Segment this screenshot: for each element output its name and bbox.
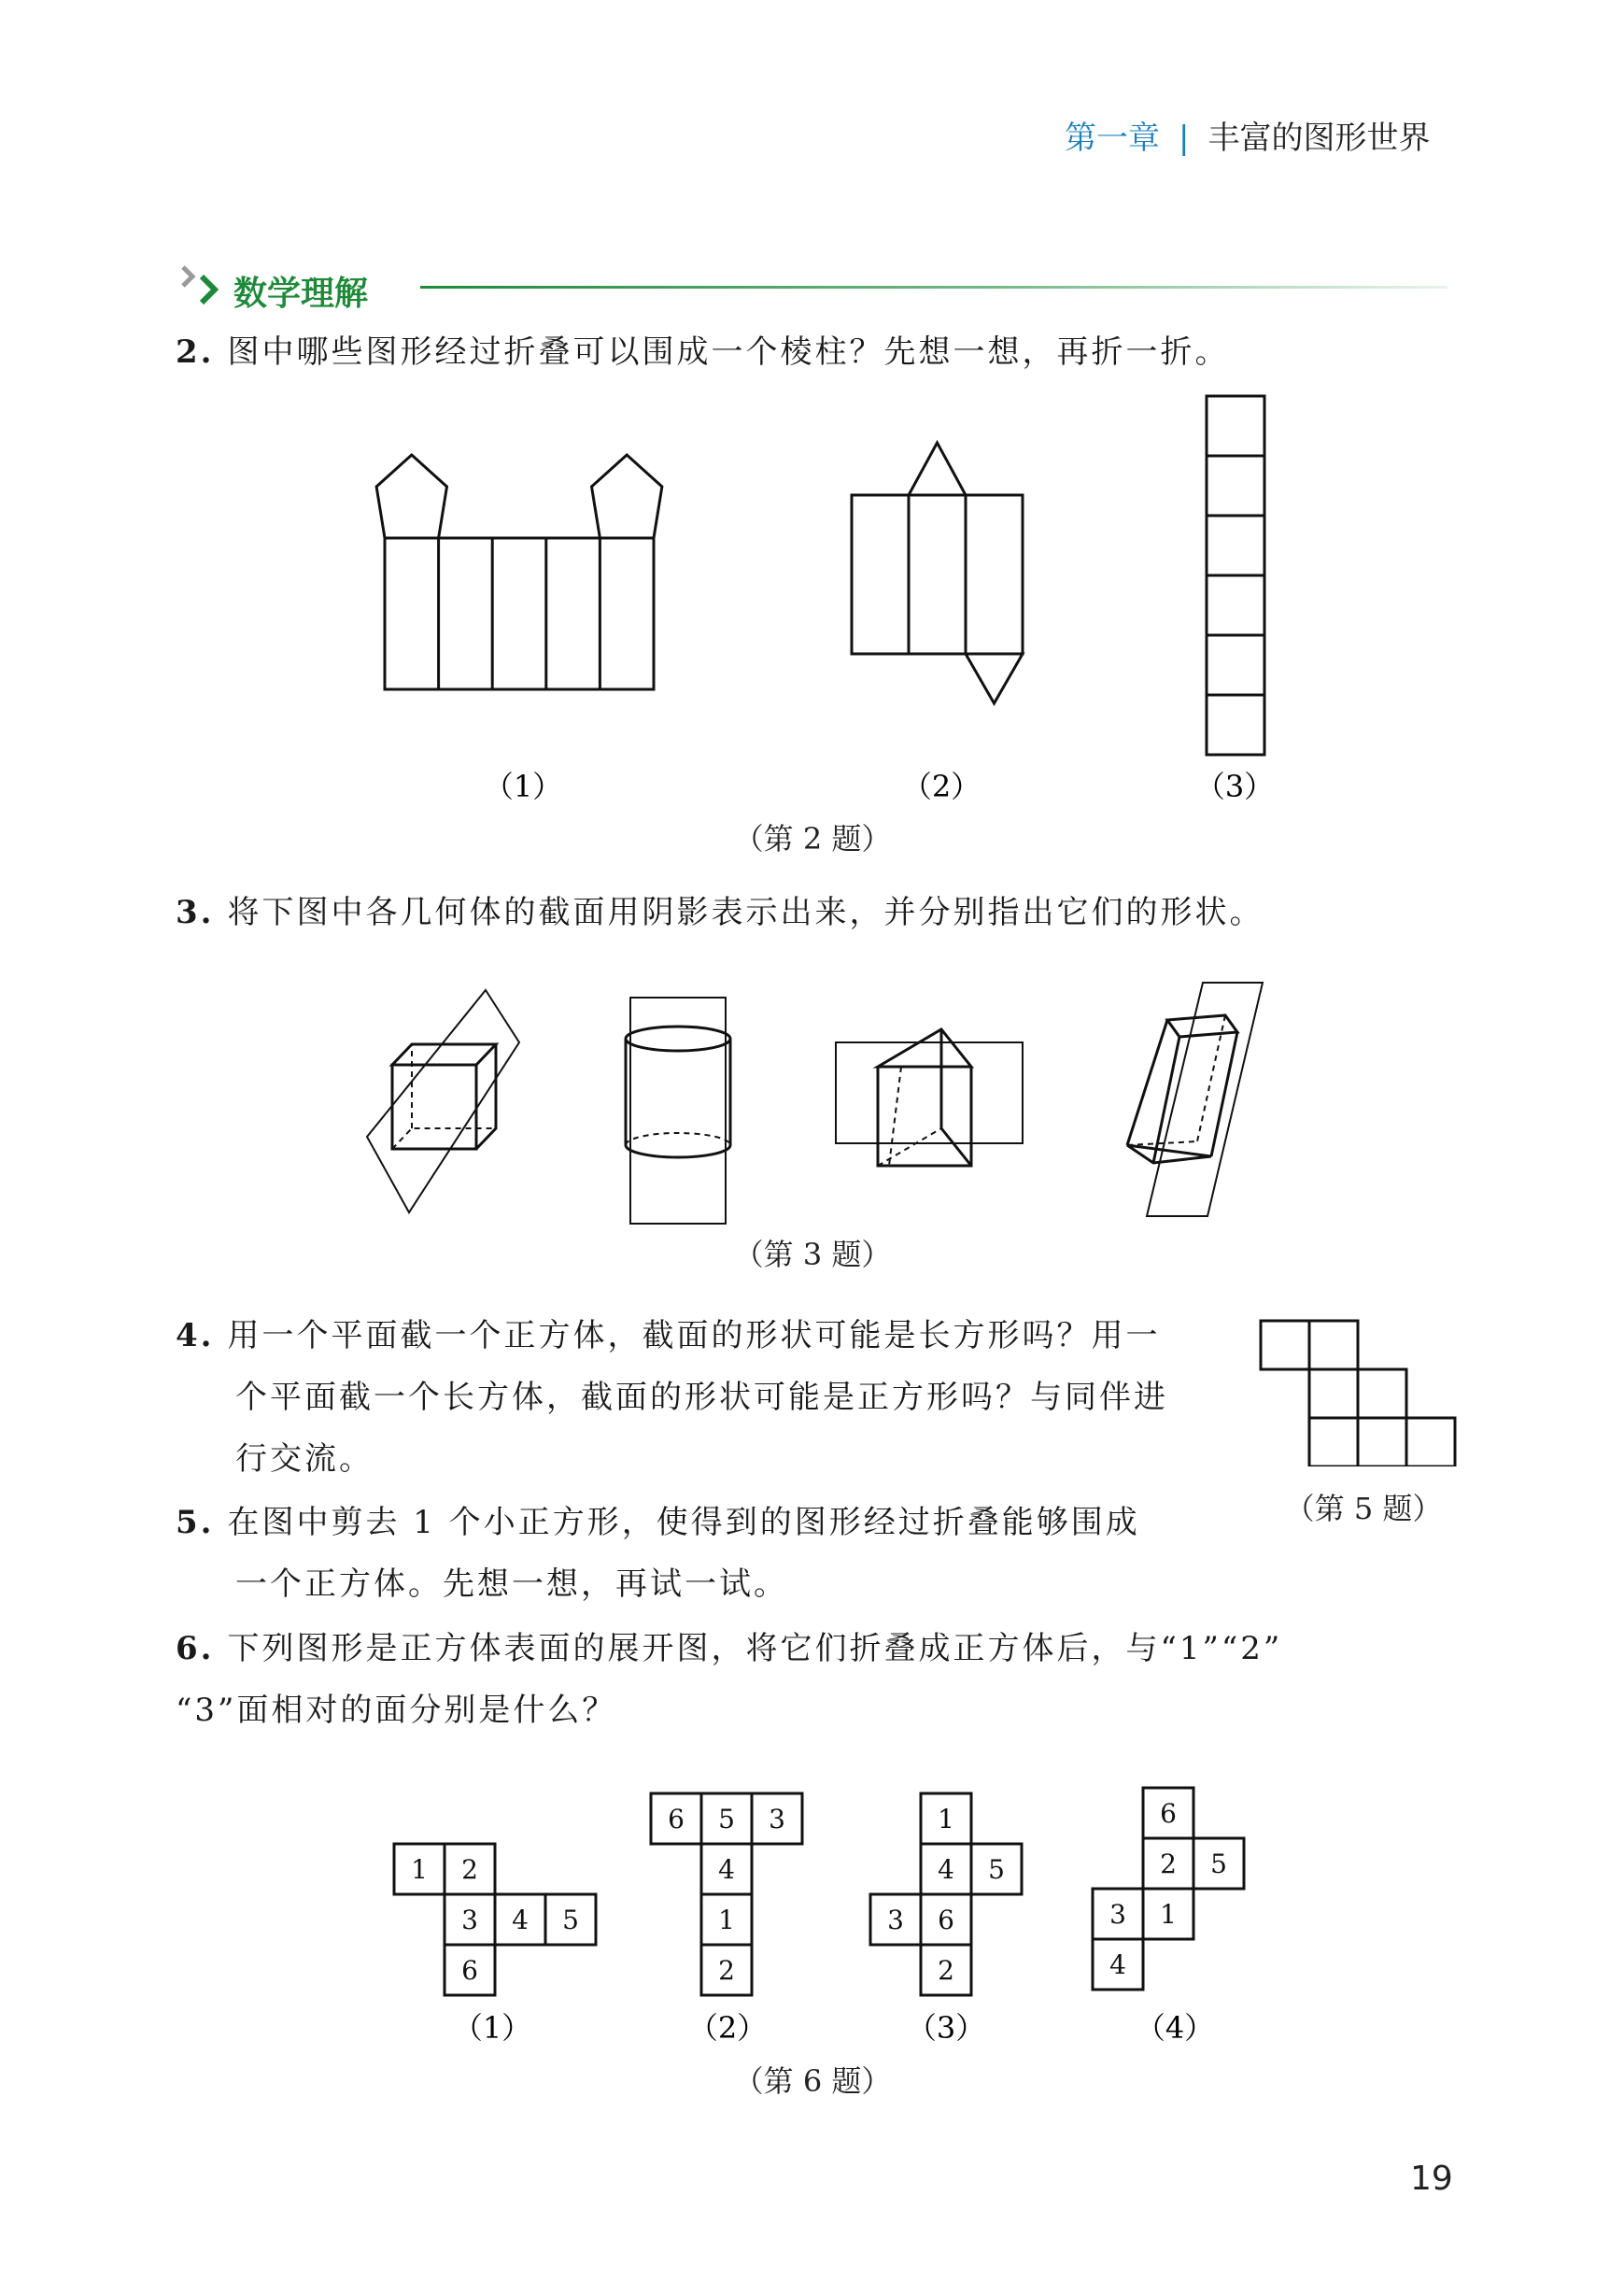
chapter-label: 第一章 [1065, 120, 1160, 157]
net-cell-number: 1 [1160, 1899, 1177, 1930]
net-cell-number: 1 [938, 1804, 954, 1835]
net-cell-number: 2 [1160, 1849, 1177, 1879]
figure-caption-q3: （第 3 题） [733, 1237, 892, 1272]
question-text-line: 行交流。 [235, 1440, 374, 1478]
question-text: 将下图中各几何体的截面用阴影表示出来，并分别指出它们的形状。 [227, 894, 1264, 931]
net-cell-number: 2 [938, 1955, 954, 1986]
chevron-icon [176, 260, 232, 316]
question-text-line: 一个正方体。先想一想，再试一试。 [235, 1565, 788, 1603]
net-cell-number: 6 [938, 1905, 954, 1935]
question-6 [176, 1618, 1282, 1741]
question-text-line: 个平面截一个长方体，截面的形状可能是正方形吗？与同伴进 [235, 1379, 1168, 1416]
net-cell-number: 1 [411, 1854, 428, 1885]
running-header [1065, 112, 1430, 158]
question-text: 图中哪些图形经过折叠可以围成一个棱柱？先想一想，再折一折。 [227, 333, 1230, 371]
figure-caption-q5: （第 5 题） [1284, 1491, 1443, 1526]
header-separator: | [1179, 120, 1190, 157]
figure-q3 [0, 971, 1624, 1233]
net-cell-number: 3 [769, 1804, 785, 1835]
net-cell-number: 4 [512, 1905, 529, 1935]
net-cell-number: 2 [718, 1955, 735, 1986]
question-3 [176, 882, 1264, 943]
square-strip-net [1207, 396, 1264, 755]
net-label-4: （4） [1135, 2010, 1215, 2046]
net-cell-number: 5 [718, 1804, 735, 1835]
net-cell-number: 5 [562, 1905, 579, 1935]
question-text-line: “3”面相对的面分别是什么？ [176, 1692, 617, 1729]
figure-q2 [0, 383, 1624, 822]
net-cell-number: 3 [887, 1905, 904, 1935]
question-number: 3. [176, 894, 215, 931]
triangular-prism-net [852, 443, 1023, 703]
cube-with-cutting-plane [367, 990, 519, 1212]
slanted-prism-with-cutting-plane [1127, 983, 1263, 1216]
cylinder-with-cutting-plane [626, 998, 730, 1224]
net-cell-number: 6 [668, 1804, 685, 1835]
net-cell-number: 6 [1160, 1798, 1177, 1829]
net-cell-number: 4 [718, 1854, 735, 1885]
question-number: 4. [176, 1317, 215, 1354]
net-cell-number: 5 [988, 1854, 1005, 1885]
figure-label-3: （3） [1194, 769, 1275, 804]
question-2 [176, 321, 1230, 383]
figure-q5 [1251, 1308, 1457, 1466]
question-5 [176, 1492, 1140, 1615]
net-cell-number: 2 [461, 1854, 478, 1885]
question-number: 5. [176, 1504, 215, 1541]
net-cell-number: 3 [1109, 1899, 1126, 1930]
figure-q6 [0, 1775, 1624, 2074]
section-title: 数学理解 [233, 275, 369, 313]
prism-with-cutting-plane [836, 1029, 1023, 1166]
net-cell-number: 4 [1109, 1949, 1126, 1980]
net-cell-number: 1 [718, 1905, 735, 1935]
net-label-3: （3） [906, 2010, 986, 2046]
net-cell-number: 4 [938, 1854, 954, 1885]
net-label-1: （1） [452, 2010, 532, 2046]
figure-caption-q2: （第 2 题） [733, 821, 892, 857]
section-heading [176, 260, 1455, 316]
figure-caption-q6: （第 6 题） [733, 2063, 892, 2099]
net-cell-number: 3 [461, 1905, 478, 1935]
section-rule [420, 286, 1447, 289]
net-cell-number: 6 [461, 1955, 478, 1986]
pentagonal-prism-net [376, 455, 662, 689]
question-4 [176, 1305, 1168, 1490]
question-number: 6. [176, 1630, 215, 1667]
chapter-title: 丰富的图形世界 [1207, 120, 1431, 157]
question-text-line: 在图中剪去 1 个小正方形，使得到的图形经过折叠能够围成 [227, 1504, 1140, 1541]
question-text-line: 下列图形是正方体表面的展开图，将它们折叠成正方体后，与“1”“2” [227, 1630, 1283, 1667]
question-text-line: 用一个平面截一个正方体，截面的形状可能是长方形吗？用一 [227, 1317, 1161, 1354]
page-number: 19 [1410, 2160, 1453, 2198]
net-cell-number: 5 [1210, 1849, 1227, 1879]
figure-label-2: （2） [901, 769, 981, 804]
figure-label-1: （1） [483, 769, 563, 804]
seven-square-net [1261, 1321, 1455, 1466]
question-number: 2. [176, 333, 215, 371]
net-label-2: （2） [687, 2010, 768, 2046]
